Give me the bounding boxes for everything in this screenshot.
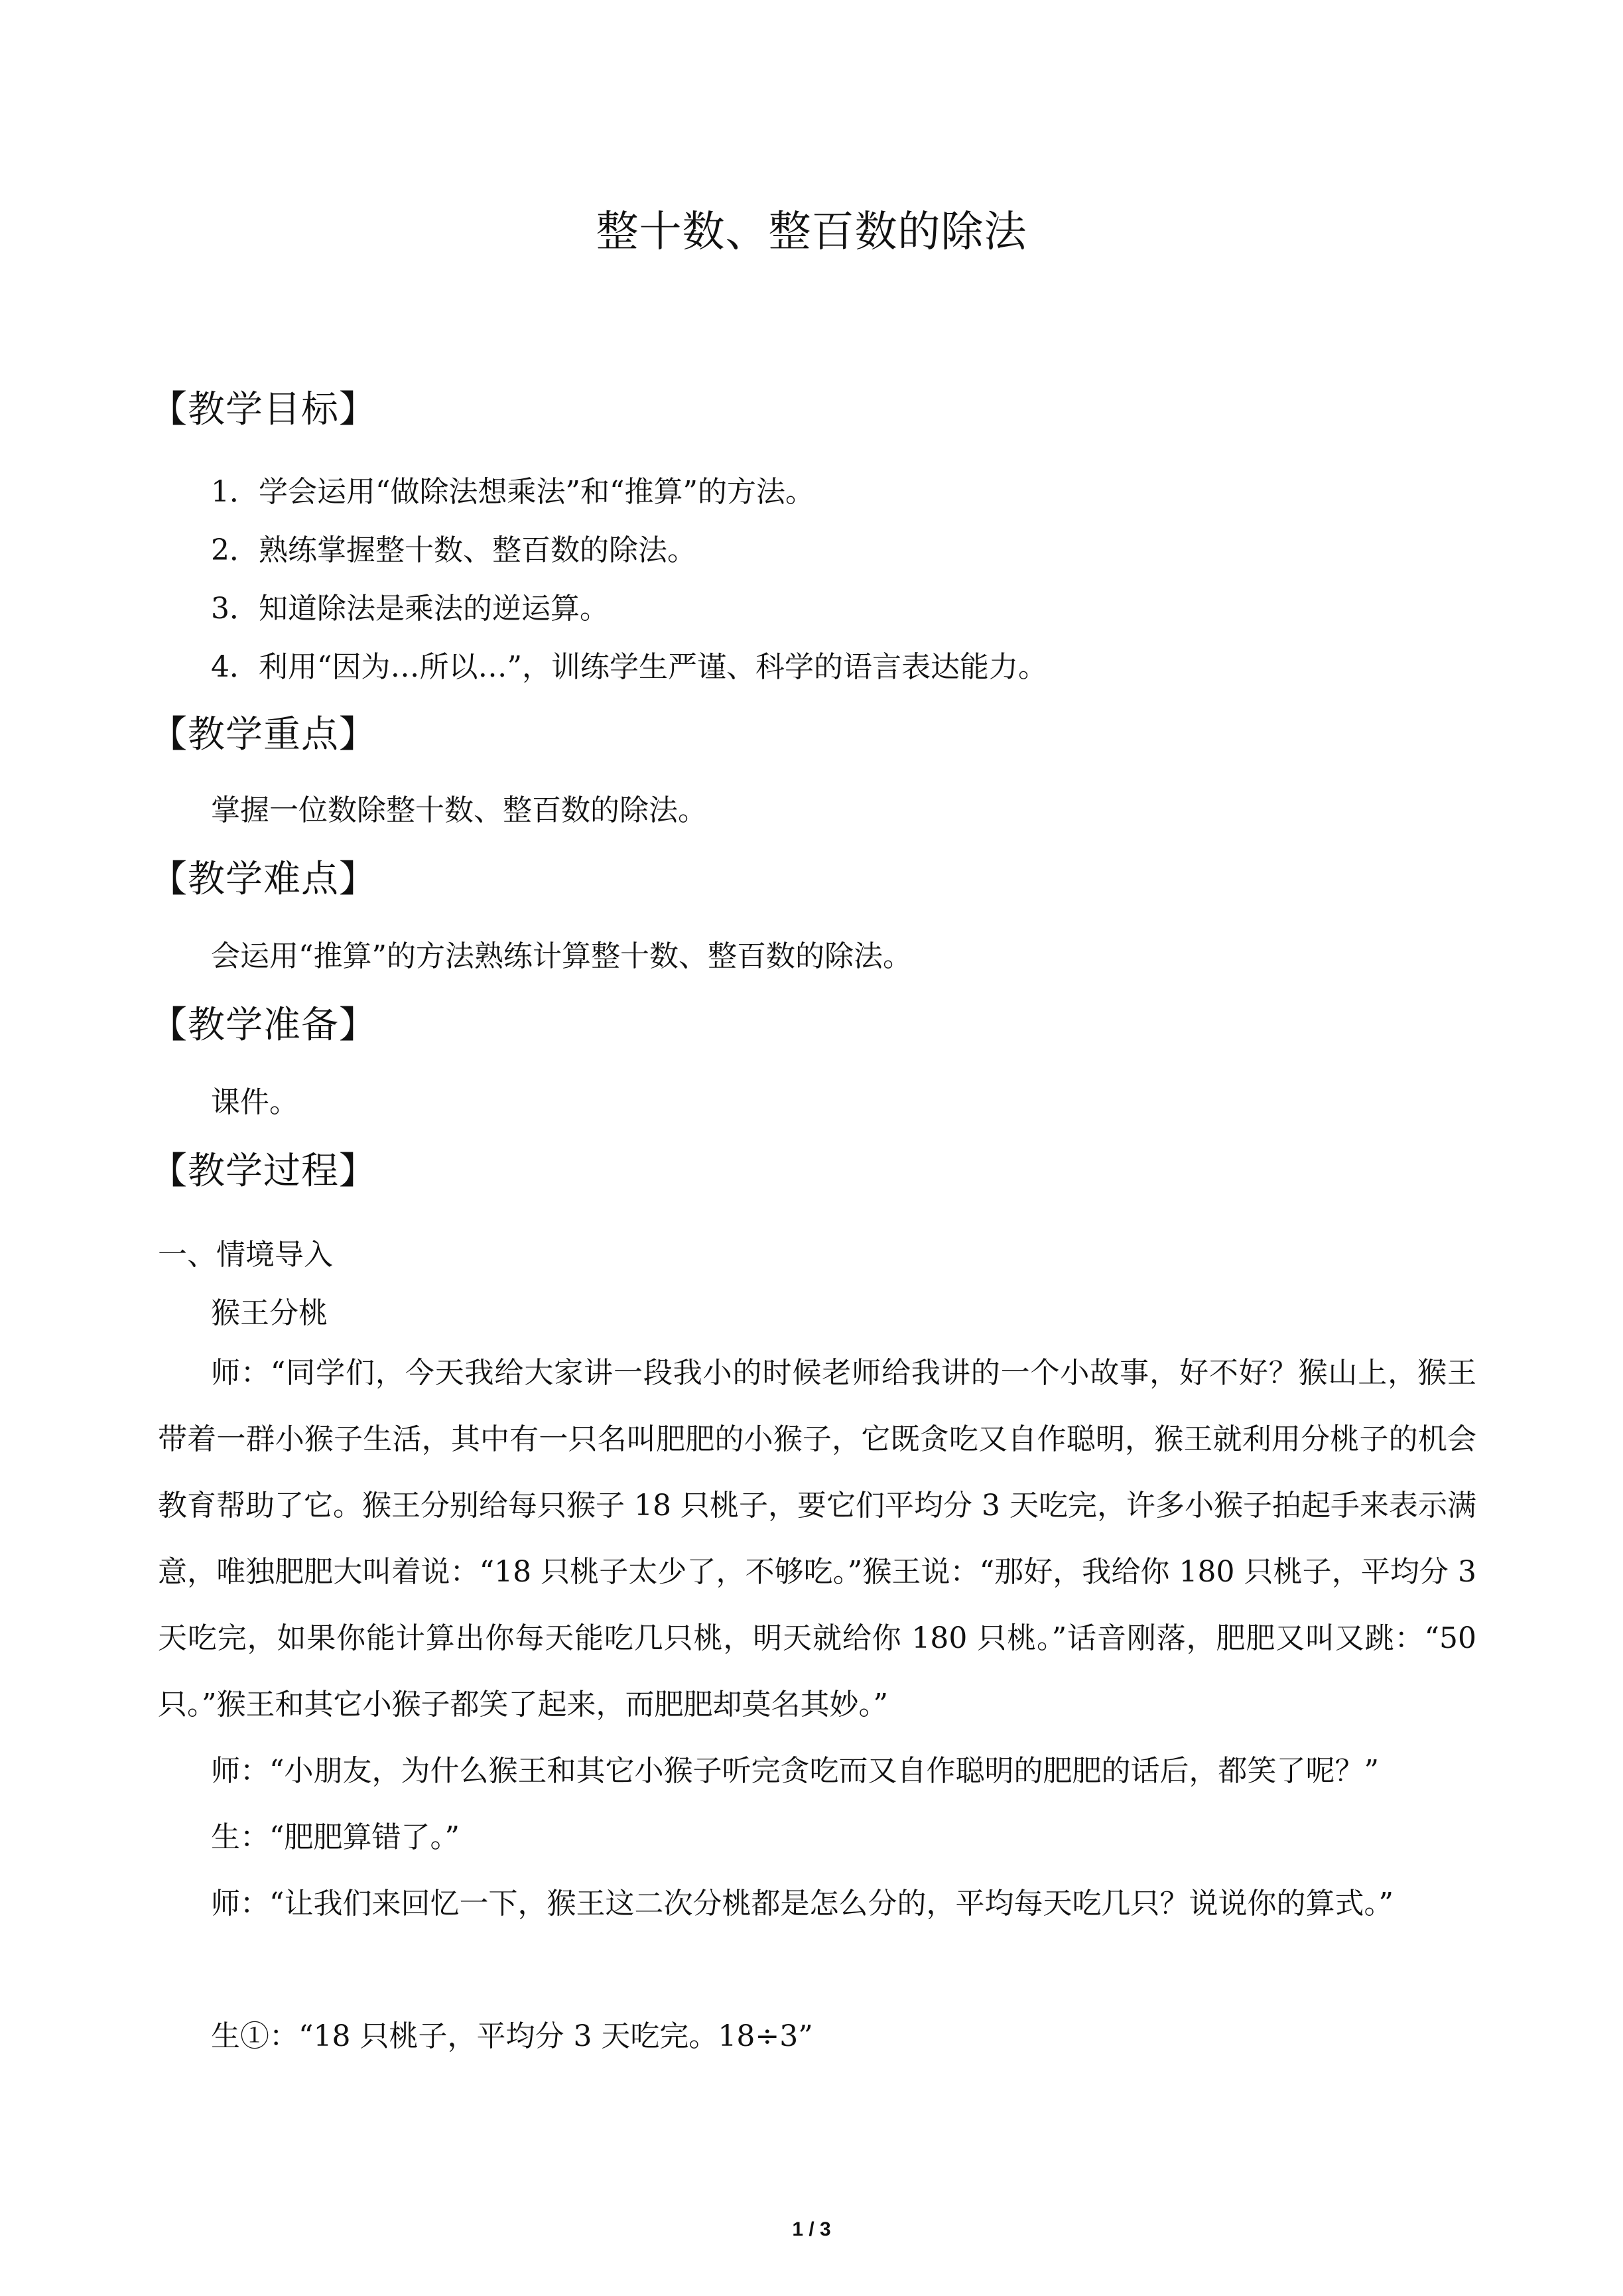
section-heading-preparation: 【教学准备】 <box>150 1004 377 1047</box>
dialogue-student-answer: 生：“肥肥算错了。” <box>211 1820 460 1854</box>
goal-item-1: 1．学会运用“做除法想乘法”和“推算”的方法。 <box>211 475 814 509</box>
goal-item-4: 4．利用“因为…所以…”，训练学生严谨、科学的语言表达能力。 <box>211 650 1047 684</box>
dialogue-teacher-recall: 师：“让我们来回忆一下，猴王这二次分桃都是怎么分的，平均每天吃几只？说说你的算式。” <box>211 1887 1394 1921</box>
goal-item-2: 2．熟练掌握整十数、整百数的除法。 <box>211 533 696 567</box>
section-heading-difficulties: 【教学难点】 <box>150 858 377 901</box>
story-title: 猴王分桃 <box>211 1296 328 1330</box>
dialogue-student-1: 生①：“18 只桃子，平均分 3 天吃完。18÷3” <box>211 2019 813 2053</box>
difficulties-text: 会运用“推算”的方法熟练计算整十数、整百数的除法。 <box>211 939 912 973</box>
page-number: 1 / 3 <box>792 2218 831 2240</box>
section-heading-process: 【教学过程】 <box>150 1150 377 1193</box>
dialogue-teacher-question: 师：“小朋友，为什么猴王和其它小猴子听完贪吃而又自作聪明的肥肥的话后，都笑了呢？” <box>211 1754 1379 1788</box>
goal-item-3: 3．知道除法是乘法的逆运算。 <box>211 592 609 626</box>
preparation-text: 课件。 <box>211 1085 298 1119</box>
key-points-text: 掌握一位数除整十数、整百数的除法。 <box>211 793 707 827</box>
section-heading-goals: 【教学目标】 <box>150 388 377 431</box>
process-step-1: 一、情境导入 <box>158 1238 333 1272</box>
document-title: 整十数、整百数的除法 <box>596 208 1027 257</box>
story-paragraph: 师：“同学们，今天我给大家讲一段我小的时候老师给我讲的一个小故事，好不好？猴山上，猴王带着一群小猴子生活，其中有一只名叫肥肥的小猴子，它既贪吃又自作聪明，猴王就利用分桃子的机会教育帮助了它。猴王分别给每只猴子 18 只桃子，要它们平均分 3 天吃完，许多小猴子拍起手来表示满意，唯独肥肥大叫着说：“18 只桃子太少了，不够吃。”猴王说：“那好，我给你 180 只桃子，平均分 3 天吃完，如果你能计算出你每天能吃几只桃，明天就给你 180 只桃。”话音刚落，肥肥又叫又跳：“50 只。”猴王和其它小猴子都笑了起来，而肥肥却莫名其妙。” <box>158 1356 1476 1722</box>
section-heading-key-points: 【教学重点】 <box>150 713 377 756</box>
